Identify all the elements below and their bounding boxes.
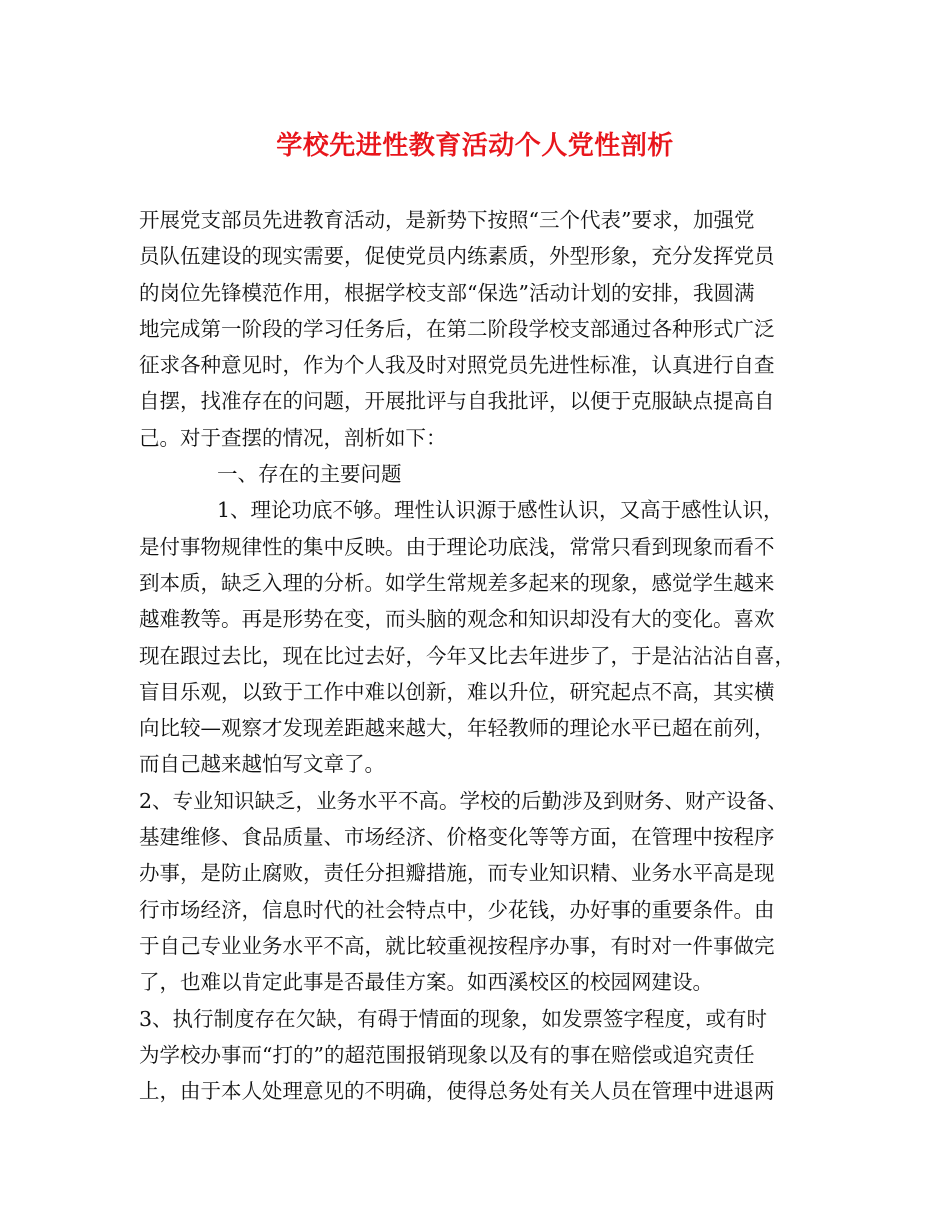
text-line: 1、理论功底不够。理性认识源于感性认识，又高于感性认识， (217, 498, 784, 523)
text-line: 的岗位先锋模范作用，根据学校支部“保选”活动计划的安排，我圆满 (139, 280, 755, 305)
text-line: 办事，是防止腐败，责任分担瓣措施，而专业知识精、业务水平高是现 (139, 861, 775, 886)
text-line: 了，也难以肯定此事是否最佳方案。如西溪校区的校园网建设。 (139, 970, 713, 995)
text-line: 盲目乐观，以致于工作中难以创新，难以升位，研究起点不高，其实横 (139, 679, 775, 704)
document-title: 学校先进性教育活动个人党性剖析 (276, 131, 674, 161)
text-line: 而自己越来越怕写文章了。 (139, 752, 385, 777)
text-line: 到本质，缺乏入理的分析。如学生常规差多起来的现象，感觉学生越来 (139, 570, 775, 595)
text-line: 己。对于查摆的情况，剖析如下： (139, 425, 447, 450)
text-line: 于自己专业业务水平不高，就比较重视按程序办事，有时对一件事做完 (139, 933, 775, 958)
text-line: 现在跟过去比，现在比过去好，今年又比去年进步了，于是沾沾沾自喜， (139, 643, 795, 668)
text-line: 自摆，找准存在的问题，开展批评与自我批评，以便于克服缺点提高自 (139, 389, 775, 414)
text-line: 是付事物规律性的集中反映。由于理论功底浅，常常只看到现象而看不 (139, 534, 775, 559)
text-line: 一、存在的主要问题 (217, 462, 402, 487)
document-body (139, 202, 819, 1109)
text-line: 2、专业知识缺乏，业务水平不高。学校的后勤涉及到财务、财产设备、 (139, 788, 788, 813)
text-line: 地完成第一阶段的学习任务后，在第二阶段学校支部通过各种形式广泛 (139, 316, 775, 341)
text-line: 上，由于本人处理意见的不明确，使得总务处有关人员在管理中进退两 (139, 1079, 775, 1104)
text-line: 越难教等。再是形势在变，而头脑的观念和知识却没有大的变化。喜欢 (139, 607, 775, 632)
text-line: 3、执行制度存在欠缺，有碍于情面的现象，如发票签字程度，或有时 (139, 1006, 768, 1031)
text-line: 征求各种意见时，作为个人我及时对照党员先进性标准，认真进行自查 (139, 353, 775, 378)
text-line: 为学校办事而“打的”的超范围报销现象以及有的事在赔偿或追究责任 (139, 1042, 755, 1067)
text-line: 基建维修、食品质量、市场经济、价格变化等等方面，在管理中按程序 (139, 825, 775, 850)
text-line: 员队伍建设的现实需要，促使党员内练素质，外型形象，充分发挥党员 (139, 244, 775, 269)
text-line: 行市场经济，信息时代的社会特点中，少花钱，办好事的重要条件。由 (139, 897, 775, 922)
text-line: 开展党支部员先进教育活动，是新势下按照“三个代表”要求，加强党 (139, 208, 755, 232)
text-line: 向比较—观察才发现差距越来越大，年轻教师的理论水平已超在前列， (139, 716, 775, 741)
